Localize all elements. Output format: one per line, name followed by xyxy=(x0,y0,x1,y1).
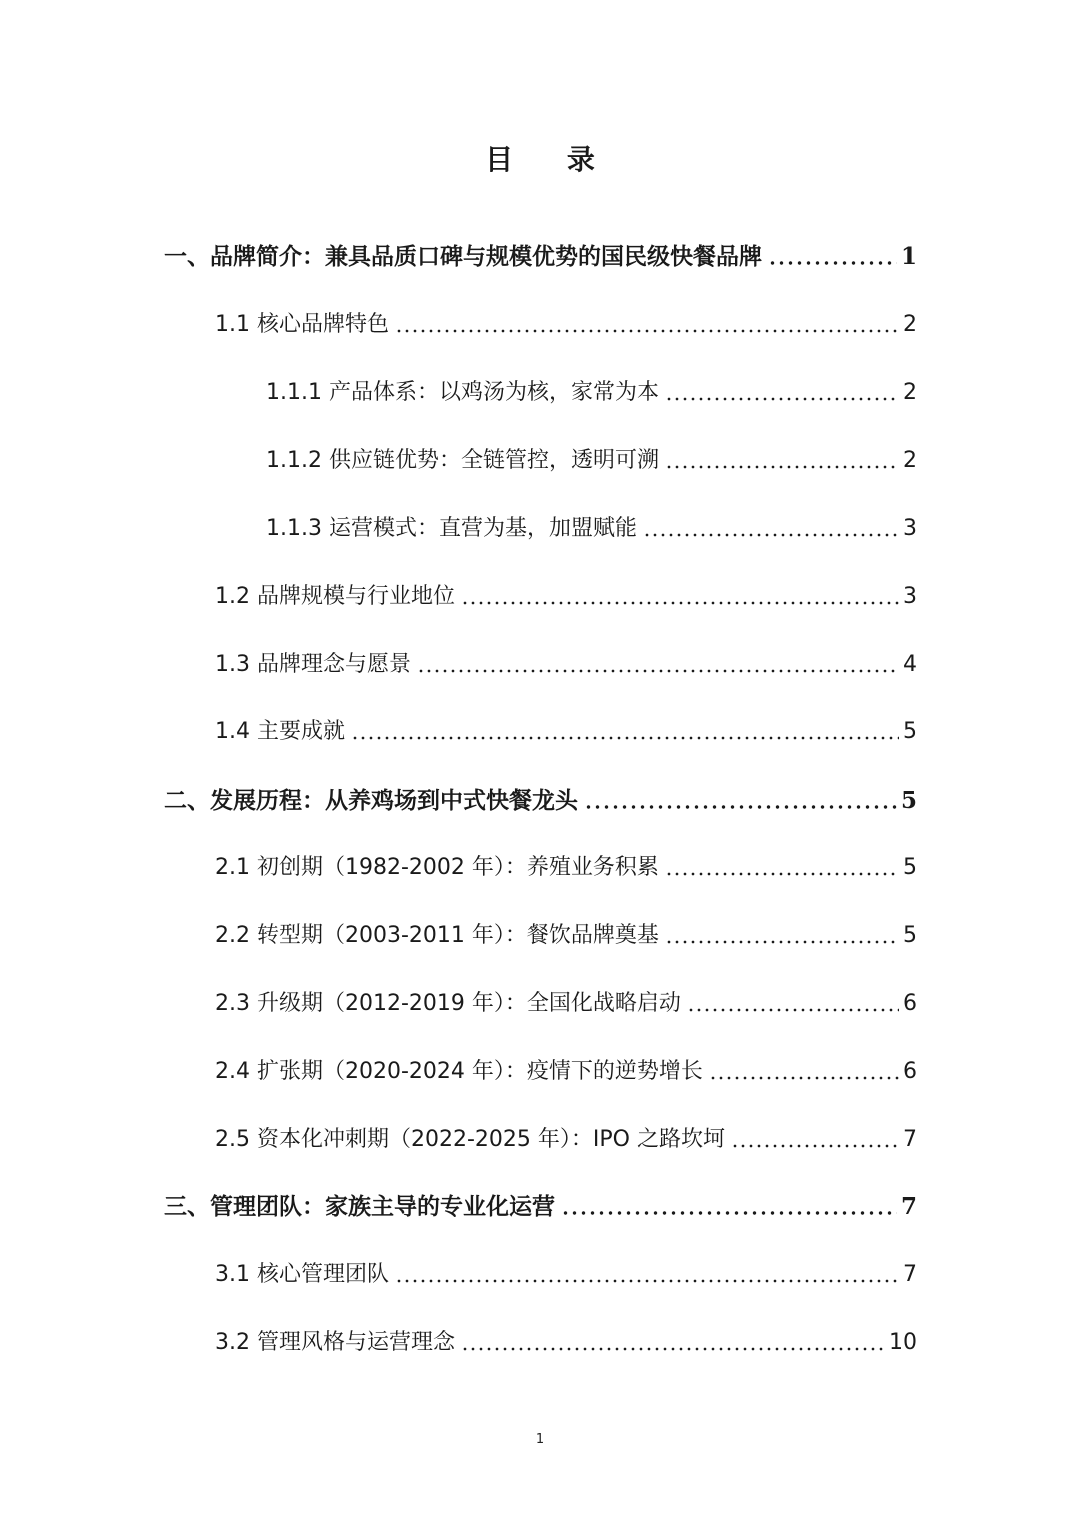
toc-leader-dots xyxy=(731,1144,899,1148)
toc-entry[interactable] xyxy=(215,1119,917,1155)
toc-entry[interactable] xyxy=(215,915,917,951)
toc-entry-page: 7 xyxy=(900,1193,917,1220)
toc-leader-dots xyxy=(665,397,899,401)
toc-entry-page: 1 xyxy=(900,243,917,270)
toc-entry-page: 2 xyxy=(903,312,917,337)
toc-entry-page: 2 xyxy=(903,448,917,473)
toc-leader-dots xyxy=(351,736,899,740)
toc-entry-page: 5 xyxy=(903,719,917,744)
toc-entry[interactable] xyxy=(215,644,917,680)
toc-leader-dots xyxy=(417,669,899,673)
toc-entry[interactable] xyxy=(215,983,917,1019)
toc-entry-text: 一、品牌简介：兼具品质口碑与规模优势的国民级快餐品牌 xyxy=(164,243,762,270)
toc-entry-text: 1.3 品牌理念与愿景 xyxy=(215,652,411,677)
toc-entry[interactable] xyxy=(266,508,917,544)
toc-entry[interactable] xyxy=(215,1051,917,1087)
toc-entry[interactable] xyxy=(215,1254,917,1290)
toc-entry[interactable] xyxy=(164,1186,917,1222)
toc-leader-dots xyxy=(709,1076,899,1080)
toc-entry-page: 3 xyxy=(903,516,917,541)
toc-entry[interactable] xyxy=(215,847,917,883)
toc-entry-text: 2.5 资本化冲刺期（2022-2025 年）：IPO 之路坎坷 xyxy=(215,1127,725,1152)
toc-entry[interactable] xyxy=(215,304,917,340)
toc-entry-text: 1.4 主要成就 xyxy=(215,719,345,744)
toc-entry-page: 6 xyxy=(903,991,917,1016)
toc-entry[interactable] xyxy=(266,372,917,408)
toc-entry-text: 1.1.2 供应链优势：全链管控，透明可溯 xyxy=(266,448,659,473)
toc-entry-page: 5 xyxy=(900,787,917,814)
toc-entry-text: 3.2 管理风格与运营理念 xyxy=(215,1330,455,1355)
toc-entry[interactable] xyxy=(164,236,917,272)
toc-entry-text: 2.3 升级期（2012-2019 年）：全国化战略启动 xyxy=(215,991,681,1016)
toc-entry-text: 2.4 扩张期（2020-2024 年）：疫情下的逆势增长 xyxy=(215,1059,703,1084)
toc-entry-page: 7 xyxy=(903,1127,917,1152)
toc-entry[interactable] xyxy=(215,576,917,612)
toc-entry-page: 3 xyxy=(903,584,917,609)
toc-leader-dots xyxy=(395,1279,899,1283)
toc-entry-page: 6 xyxy=(903,1059,917,1084)
toc-leader-dots xyxy=(768,261,897,265)
toc-leader-dots xyxy=(561,1211,897,1215)
toc-entry-page: 10 xyxy=(889,1330,917,1355)
toc-leader-dots xyxy=(687,1008,899,1012)
toc-leader-dots xyxy=(665,872,899,876)
toc-entry-page: 2 xyxy=(903,380,917,405)
toc-leader-dots xyxy=(584,805,897,809)
toc-title: 目 录 xyxy=(485,143,617,176)
toc-entry-page: 5 xyxy=(903,855,917,880)
toc-entry-page: 5 xyxy=(903,923,917,948)
toc-leader-dots xyxy=(665,940,899,944)
toc-entry-text: 1.1.3 运营模式：直营为基，加盟赋能 xyxy=(266,516,637,541)
toc-entry-text: 1.2 品牌规模与行业地位 xyxy=(215,584,455,609)
toc-entry-page: 4 xyxy=(903,652,917,677)
toc-leader-dots xyxy=(665,465,899,469)
toc-entry-text: 二、发展历程：从养鸡场到中式快餐龙头 xyxy=(164,787,578,814)
toc-leader-dots xyxy=(461,1347,885,1351)
toc-entry[interactable] xyxy=(164,780,917,816)
toc-entry-page: 7 xyxy=(903,1262,917,1287)
toc-entry-text: 2.1 初创期（1982-2002 年）：养殖业务积累 xyxy=(215,855,659,880)
toc-entry-text: 3.1 核心管理团队 xyxy=(215,1262,389,1287)
toc-entry[interactable] xyxy=(215,1322,917,1358)
toc-entry-text: 三、管理团队：家族主导的专业化运营 xyxy=(164,1193,555,1220)
toc-entry-text: 2.2 转型期（2003-2011 年）：餐饮品牌奠基 xyxy=(215,923,659,948)
toc-entry-text: 1.1.1 产品体系：以鸡汤为核，家常为本 xyxy=(266,380,659,405)
page-number: 1 xyxy=(535,1432,545,1447)
toc-leader-dots xyxy=(461,601,899,605)
toc-leader-dots xyxy=(395,329,899,333)
toc-entry-text: 1.1 核心品牌特色 xyxy=(215,312,389,337)
toc-leader-dots xyxy=(643,533,899,537)
toc-entry[interactable] xyxy=(266,440,917,476)
toc-entry[interactable] xyxy=(215,711,917,747)
